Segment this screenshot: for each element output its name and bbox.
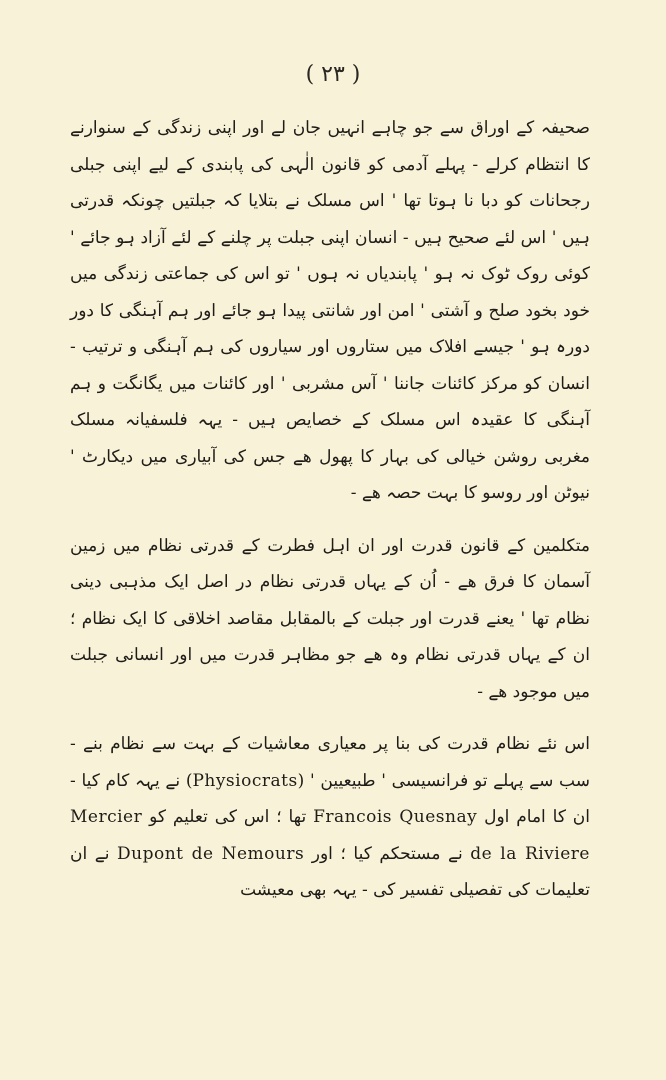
paragraph-3-text-1: اس نئے نظام قدرت کی بنا پر معیاری معاشیات کے بہت سے نظام بنے - سب سے پہلے تو فرانسیسی ' طبیعیین ' xyxy=(70,734,590,791)
paragraph-3-text-4: نے مستحکم کیا ؛ اور xyxy=(304,843,471,864)
paragraph-3-text-2: نے یہہ کام کیا - ان کا امام اول xyxy=(70,770,590,827)
paragraph-3-text-5: نے ان تعلیمات کی تفصیلی تفسیر کی - یہہ بھی معیشت xyxy=(70,843,590,900)
latin-name-quesnay: Francois Quesnay xyxy=(313,807,478,827)
paragraph-1: صحیفہ کے اوراق سے جو چاہے انہیں جان لے اور اپنی زندگی کے سنوارنے کا انتظام کرلے - پہلے آدمی کو قانون الٰہی کی پابندی کے لیے اپنی جبلی رجحانات کو دبا نا ہوتا تھا ' اس مسلک نے بتلایا کہ جبلتیں چونکہ قدرتی ہیں ' اس لئے صحیح ہیں - انسان اپنی جبلت پر چلنے کے لئے آزاد ہو جائے ' کوئی روک ٹوک نہ ہو ' پابندیاں نہ ہوں ' تو اس کی جماعتی زندگی میں خود بخود صلح و آشتی ' امن اور شانتی پیدا ہو جائے اور ہم آہنگی کا دور دورہ ہو ' جیسے افلاک میں ستاروں اور سیاروں کی ہم آہنگی و ترتیب - انسان کو مرکز کائنات جاننا ' آس مشربی ' اور کائنات میں یگانگت و ہم آہنگی کا عقیدہ اس مسلک کے خصایص ہیں - یہہ فلسفیانہ مسلک مغربی روشن خیالی کی بہار کا پھول ھے جس کی آبیاری میں دیکارٹ ' نیوٹن اور روسو کا بہت حصہ ھے - xyxy=(70,118,590,503)
paragraph-3 xyxy=(70,726,590,909)
page-number: ( ۲۳ ) xyxy=(305,62,361,87)
latin-term-physiocrats: (Physiocrats) xyxy=(185,770,305,791)
latin-name-mercier: Mercier de la Riviere xyxy=(70,807,590,864)
body-text xyxy=(70,110,590,909)
paragraph-3-text-3: تھا ؛ اس کی تعلیم کو xyxy=(142,807,314,827)
paragraph-2: متکلمین کے قانون قدرت اور ان اہل فطرت کے قدرتی نظام میں زمین آسمان کا فرق ھے - اُن کے یہاں قدرتی نظام در اصل ایک مذہبی دینی نظام تھا ' یعنے قدرت اور جبلت کے بالمقابل مقاصد اخلاقی کا ایک نظام ؛ ان کے یہاں قدرتی نظام وہ ھے جو مظاہر قدرت میں اور انسانی جبلت میں موجود ھے - xyxy=(70,535,590,702)
latin-name-dupont: Dupont de Nemours xyxy=(117,843,305,864)
